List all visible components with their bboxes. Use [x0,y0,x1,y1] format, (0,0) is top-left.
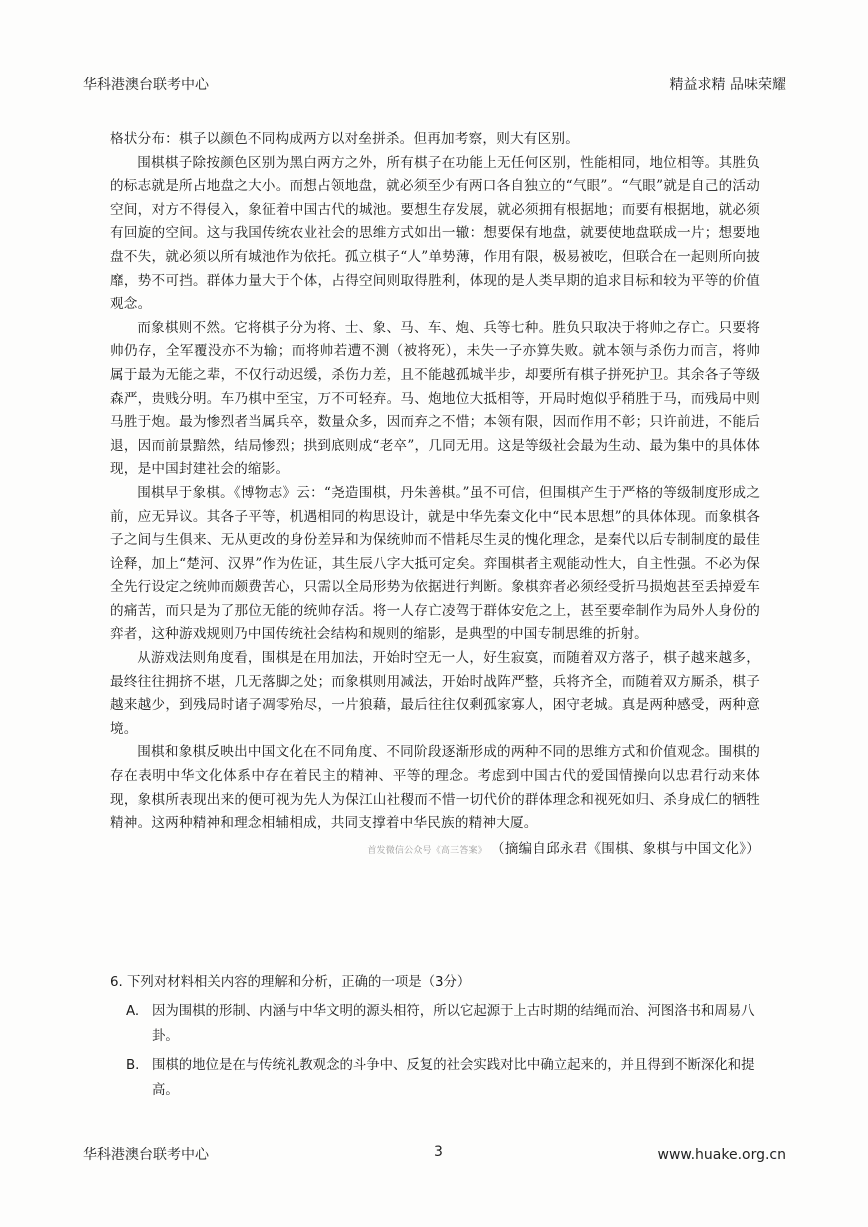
page-number: 3 [434,1144,443,1160]
option-letter: A. [126,1004,140,1019]
article-body [110,128,760,862]
option-b [110,1053,770,1103]
watermark-text: 首发微信公众号《高三答案》 [367,845,487,856]
article-source [110,838,760,862]
option-text: 因为围棋的形制、内涵与中华文明的源头相符，所以它起源于上古时期的结绳而治、河图洛书和周易八卦。 [152,1004,755,1044]
article-paragraph: 围棋棋子除按颜色区别为黑白两方之外，所有棋子在功能上无任何区别，性能相同，地位相等。其胜负的标志就是所占地盘之大小。而想占领地盘，就必须至少有两口各自独立的“气眼”。“气眼”就是自己的活动空间，对方不得侵入，象征着中国古代的城池。要想生存发展，就必须拥有根据地；而要有根据地，就必须有回旋的空间。这与我国传统农业社会的思维方式如出一辙：想要保有地盘，就要使地盘联成一片；想要地盘不失，就必须以所有城池作为依托。孤立棋子“人”单势薄，作用有限，极易被吃，但联合在一起则所向披靡，势不可挡。群体力量大于个体，占得空间则取得胜利，体现的是人类早期的追求目标和较为平等的价值观念。 [110,154,760,313]
article-paragraph: 围棋早于象棋。《博物志》云：“尧造围棋，丹朱善棋。”虽不可信，但围棋产生于严格的等级制度形成之前，应无异议。其各子平等，机遇相同的构思设计，就是中华先秦文化中“民本思想”的具体体现。而象棋各子之间与生俱来、无从更改的身份差异和为保统帅而不惜耗尽生灵的愧化理念，是秦代以后专制制度的最佳诠释，加上“楚河、汉界”作为佐证，其生辰八字大抵可定矣。弈围棋者主观能动性大，自主性强。不必为保全先行设定之统帅而颇费苦心，只需以全局形势为依据进行判断。象棋弈者必须经受折马损炮甚至丢掉爱车的痛苦，而只是为了那位无能的统帅存活。将一人存亡凌驾于群体安危之上，甚至要牵制作为局外人身份的弈者，这种游戏规则乃中国传统社会结构和规则的缩影，是典型的中国专制思维的折射。 [110,484,760,643]
option-text: 围棋的地位是在与传统礼教观念的斗争中、反复的社会实践对比中确立起来的，并且得到不断深化和提高。 [152,1058,755,1098]
question-stem: 6. 下列对材料相关内容的理解和分析，正确的一项是（3分） [110,975,471,990]
source-citation: （摘编自邱永君《围棋、象棋与中国文化》） [490,840,760,857]
option-letter: B. [126,1058,140,1073]
header-right-text: 精益求精 品味荣耀 [669,77,786,93]
page-header [83,74,786,94]
footer-url: www.huake.org.cn [657,1147,786,1163]
header-left-text: 华科港澳台联考中心 [83,77,209,93]
question-6 [110,970,770,1103]
article-paragraph: 而象棋则不然。它将棋子分为将、士、象、马、车、炮、兵等七种。胜负只取决于将帅之存亡。只要将帅仍存，全军覆没亦不为输；而将帅若遭不测（被将死），未失一子亦算失败。就本领与杀伤力而言，将帅属于最为无能之辈，不仅行动迟缓，杀伤力差，且不能越孤城半步，却要所有棋子拼死护卫。其余各子等级森严，贵贱分明。车乃棋中至宝，万不可轻弃。马、炮地位大抵相等，开局时炮似乎稍胜于马，而残局中则马胜于炮。最为惨烈者当属兵卒，数量众多，因而弃之不惜；本领有限，因而作用不彰；只许前进，不能后退，因而前景黯然，结局惨烈；拱到底则成“老卒”，几同无用。这是等级社会最为生动、最为集中的具体体现，是中国封建社会的缩影。 [110,319,760,478]
option-a [110,999,770,1049]
article-paragraph: 从游戏法则角度看，围棋是在用加法，开始时空无一人，好生寂寞，而随着双方落子，棋子越来越多，最终往往拥挤不堪，几无落脚之处；而象棋则用减法，开始时战阵严整，兵将齐全，而随着双方厮杀，棋子越来越少，到残局时诸子凋零殆尽，一片狼藉，最后往往仅剩孤家寡人，困守老城。真是两种感受，两种意境。 [110,650,760,737]
footer-left-text: 华科港澳台联考中心 [83,1147,209,1163]
article-paragraph: 围棋和象棋反映出中国文化在不同角度、不同阶段逐渐形成的两种不同的思维方式和价值观念。围棋的存在表明中华文化体系中存在着民主的精神、平等的理念。考虑到中国古代的爱国情操向以忠君行动来体现，象棋所表现出来的便可视为先人为保江山社稷而不惜一切代价的群体理念和视死如归、杀身成仁的牺牲精神。这两种精神和理念相辅相成，共同支撑着中华民族的精神大厦。 [110,744,760,832]
page-footer [83,1144,786,1164]
article-paragraph: 格状分布：棋子以颜色不同构成两方以对垒拼杀。但再加考察，则大有区别。 [110,131,579,147]
